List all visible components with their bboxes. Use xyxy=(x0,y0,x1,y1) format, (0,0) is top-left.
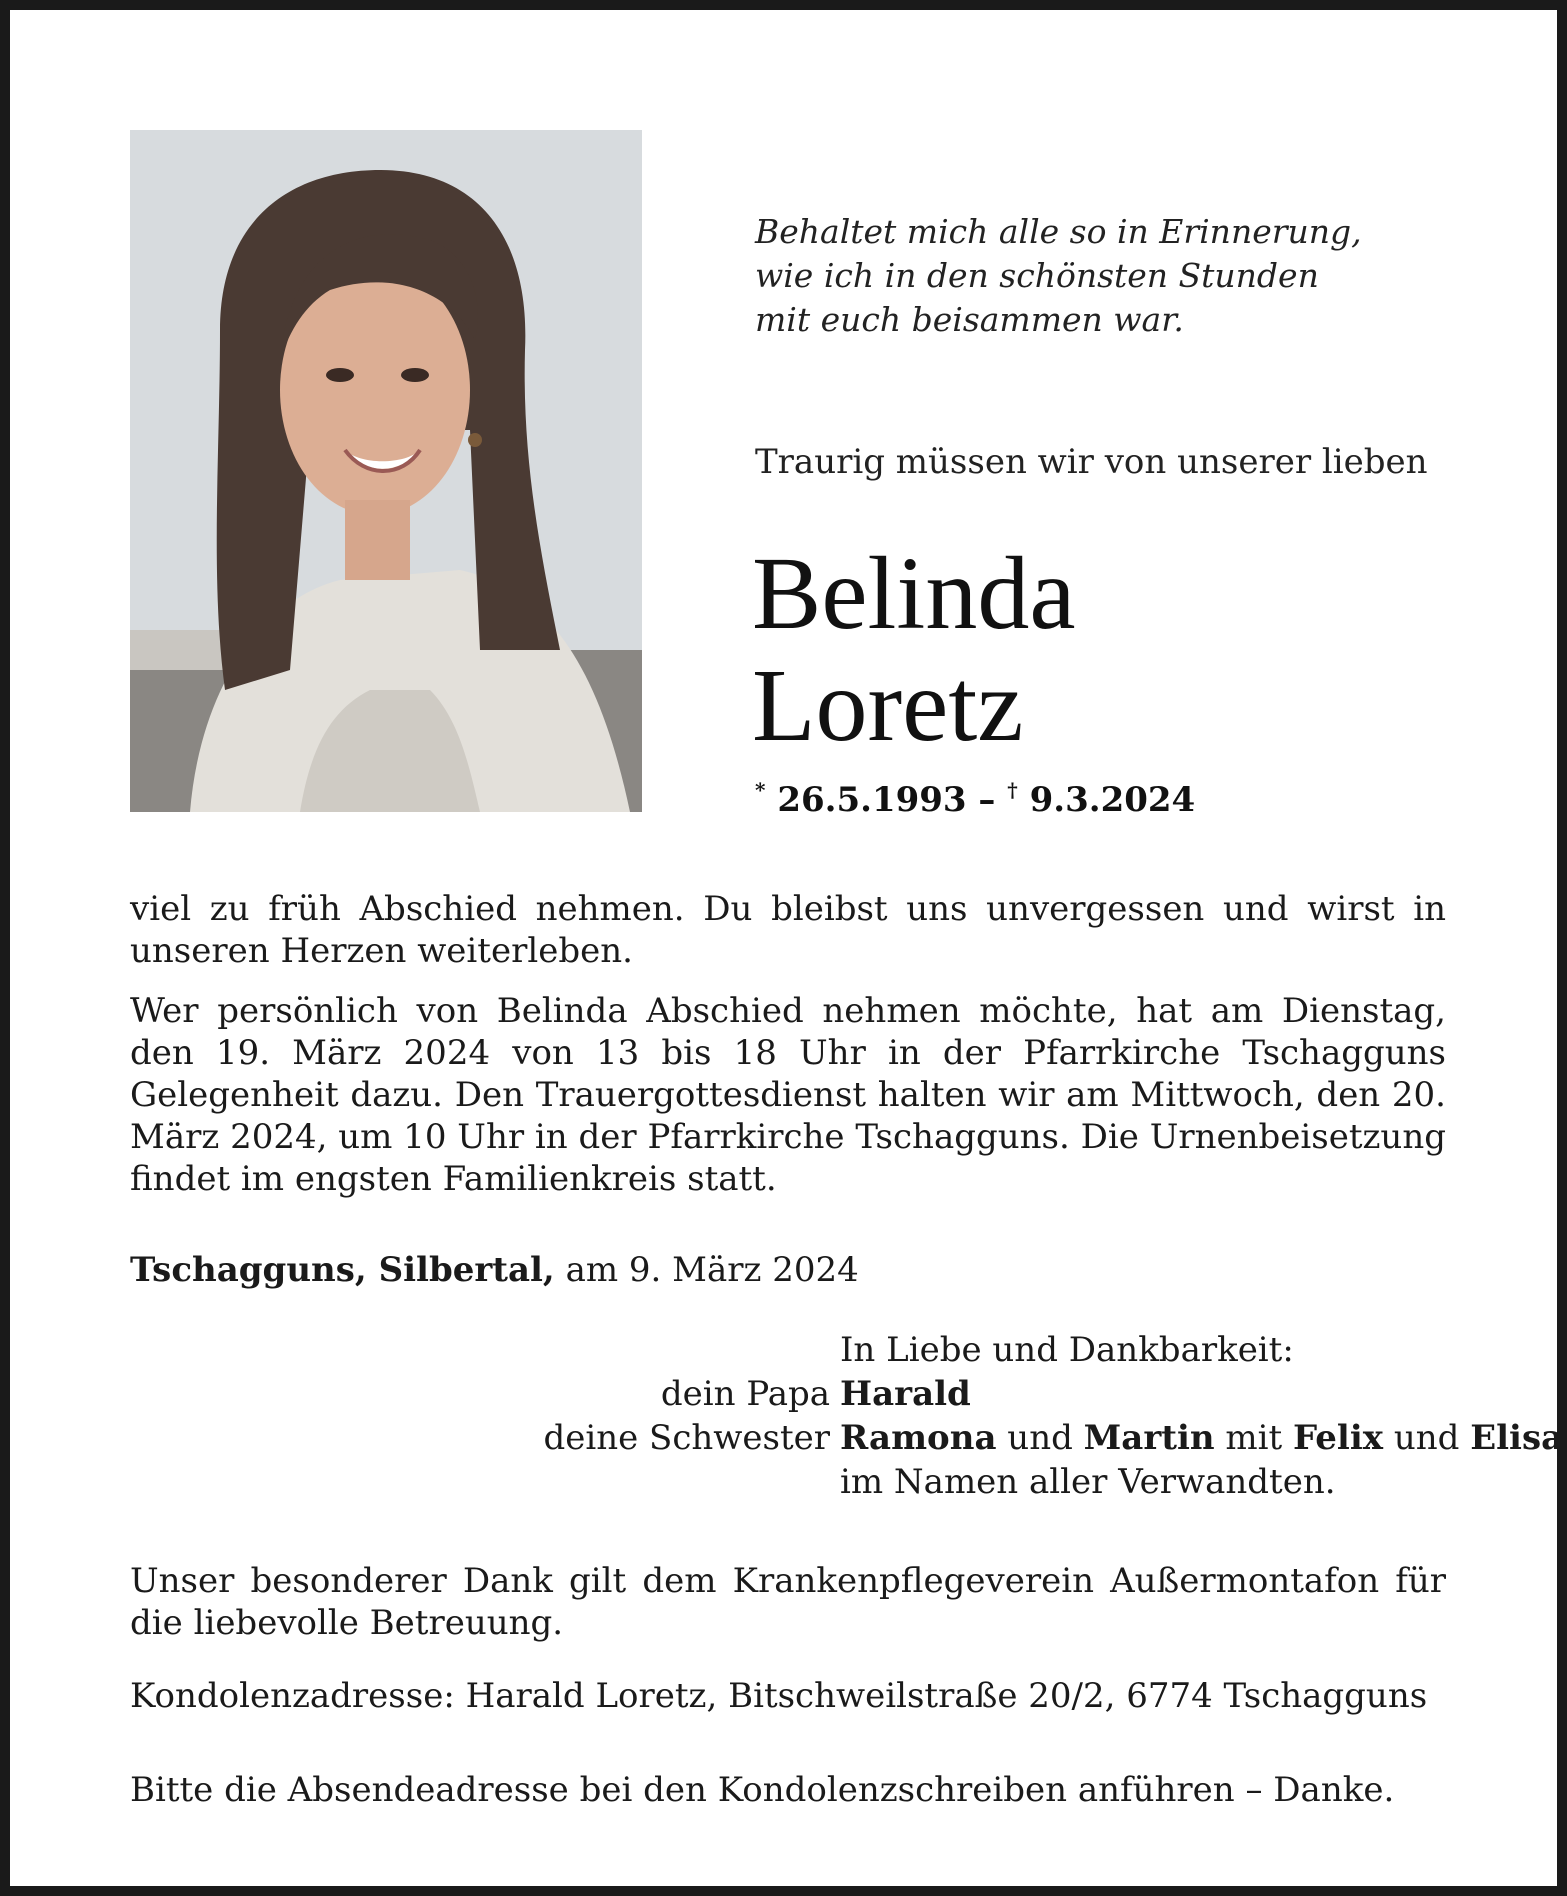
quote-line: wie ich in den schönsten Stunden xyxy=(755,256,1319,295)
conjunction: und xyxy=(1383,1418,1471,1458)
mourners-heading: In Liebe und Dankbarkeit: xyxy=(840,1330,1294,1370)
conjunction: und xyxy=(996,1418,1084,1458)
mourner-name: Felix xyxy=(1293,1418,1384,1458)
mourner-name: Ramona xyxy=(840,1418,997,1458)
intro-text: Traurig müssen wir von unserer lieben xyxy=(755,442,1428,482)
mourner-names xyxy=(840,1416,1563,1460)
conjunction: mit xyxy=(1214,1418,1293,1458)
mourners-block xyxy=(130,1328,1564,1504)
quote-line: Behaltet mich alle so in Erinnerung, xyxy=(755,212,1362,251)
quote-line: mit euch beisammen war. xyxy=(755,300,1184,339)
relation-label: deine Schwester xyxy=(543,1418,830,1458)
closing-request: Bitte die Absendeadresse bei den Kondolenzschreiben anführen – Danke. xyxy=(130,1770,1395,1810)
mourner-names xyxy=(840,1372,971,1416)
relation-label: dein Papa xyxy=(660,1374,830,1414)
mourner-name: Elisa xyxy=(1470,1418,1564,1458)
mourner-row-sister xyxy=(130,1416,1564,1460)
deceased-name xyxy=(752,538,1075,762)
life-dates xyxy=(755,778,1195,820)
place: Tschagguns, Silbertal, xyxy=(130,1250,555,1290)
last-name: Loretz xyxy=(752,648,1024,763)
gratitude-paragraph: Unser besonderer Dank gilt dem Krankenpflegeverein Außermontafon für die liebevolle Betreuung. xyxy=(130,1561,1446,1643)
farewell-paragraph: viel zu früh Abschied nehmen. Du bleibst uns unvergessen und wirst in unseren Herzen weiterleben. xyxy=(130,889,1446,971)
mourner-name: Martin xyxy=(1083,1418,1215,1458)
mourners-closing: im Namen aller Verwandten. xyxy=(840,1462,1336,1502)
birth-date: 26.5.1993 xyxy=(777,780,967,820)
notice-date: am 9. März 2024 xyxy=(554,1250,859,1290)
mourners-heading-row xyxy=(130,1328,1446,1372)
mourner-row-papa xyxy=(130,1372,1446,1416)
place-date xyxy=(130,1250,859,1290)
mourner-name: Harald xyxy=(840,1374,971,1414)
death-cross-icon: † xyxy=(1007,778,1018,802)
first-name: Belinda xyxy=(752,536,1076,651)
memorial-quote xyxy=(755,210,1362,342)
date-separator: – xyxy=(966,780,1008,820)
condolence-address: Kondolenzadresse: Harald Loretz, Bitschweilstraße 20/2, 6774 Tschagguns xyxy=(130,1676,1428,1716)
death-date: 9.3.2024 xyxy=(1029,780,1196,820)
service-paragraph: Wer persönlich von Belinda Abschied nehmen möchte, hat am Dienstag, den 19. März 2024 von 13 bis 18 Uhr in der Pfarrkirche Tschagguns Gelegenheit dazu. Den Trauergottesdienst halten wir am Mittwoch, den 20. März 2024, um 10 Uhr in der Pfarrkirche Tschagguns. Die Urnenbeisetzung findet im engsten Familienkreis statt. xyxy=(130,991,1446,1199)
portrait-photo xyxy=(130,130,642,812)
birth-star-icon: * xyxy=(755,778,766,802)
mourners-closing-row xyxy=(130,1460,1446,1504)
portrait-illustration xyxy=(130,130,642,812)
